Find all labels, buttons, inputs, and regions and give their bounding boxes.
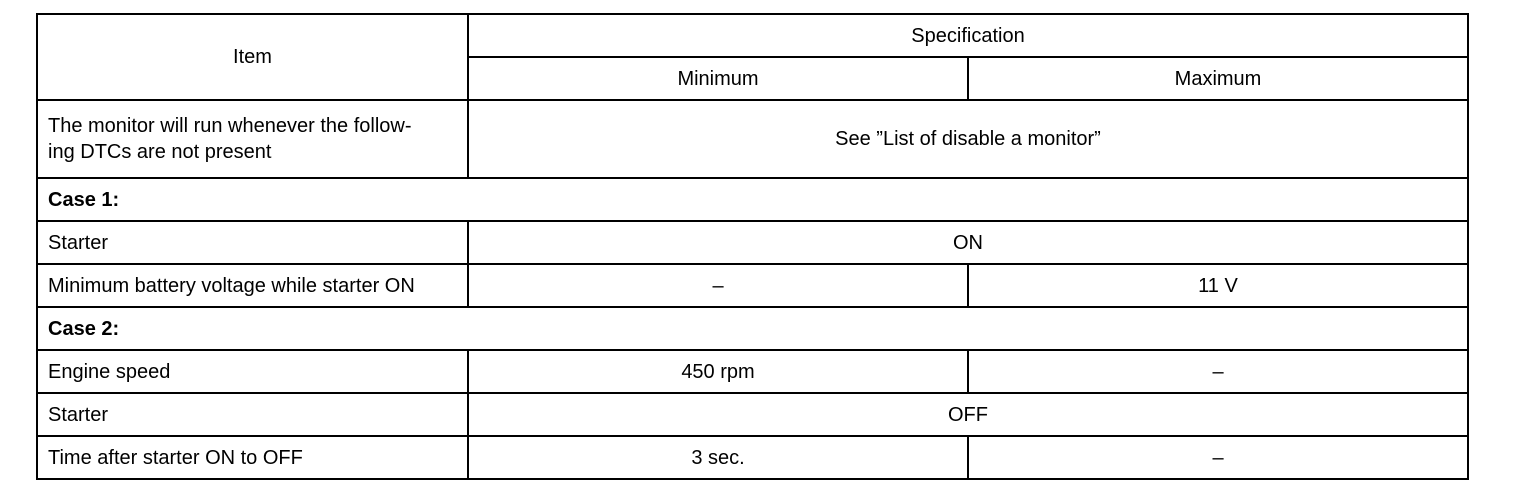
item-cell — [37, 100, 468, 178]
header-maximum: Maximum — [968, 57, 1468, 100]
min-cell: – — [468, 264, 968, 307]
table-row — [37, 100, 1468, 178]
spec-span-cell: See ”List of disable a monitor” — [468, 100, 1468, 178]
item-text-line: The monitor will run whenever the follow- — [48, 115, 412, 137]
item-cell: Starter — [37, 393, 468, 436]
spec-span-cell: OFF — [468, 393, 1468, 436]
item-cell: Minimum battery voltage while starter ON — [37, 264, 468, 307]
table-row — [37, 264, 1468, 307]
max-cell: – — [968, 350, 1468, 393]
header-item: Item — [37, 14, 468, 100]
max-cell: 11 V — [968, 264, 1468, 307]
header-row-top — [37, 14, 1468, 57]
specification-table — [36, 13, 1469, 480]
section-heading: Case 2: — [37, 307, 1468, 350]
item-cell: Engine speed — [37, 350, 468, 393]
min-cell: 450 rpm — [468, 350, 968, 393]
header-minimum: Minimum — [468, 57, 968, 100]
table-row — [37, 393, 1468, 436]
header-specification: Specification — [468, 14, 1468, 57]
section-row — [37, 307, 1468, 350]
spec-span-cell: ON — [468, 221, 1468, 264]
table-row — [37, 436, 1468, 479]
min-cell: 3 sec. — [468, 436, 968, 479]
table-row — [37, 221, 1468, 264]
max-cell: – — [968, 436, 1468, 479]
item-cell: Starter — [37, 221, 468, 264]
item-cell: Time after starter ON to OFF — [37, 436, 468, 479]
item-text-line: ing DTCs are not present — [48, 141, 272, 163]
section-heading: Case 1: — [37, 178, 1468, 221]
table-row — [37, 350, 1468, 393]
section-row — [37, 178, 1468, 221]
